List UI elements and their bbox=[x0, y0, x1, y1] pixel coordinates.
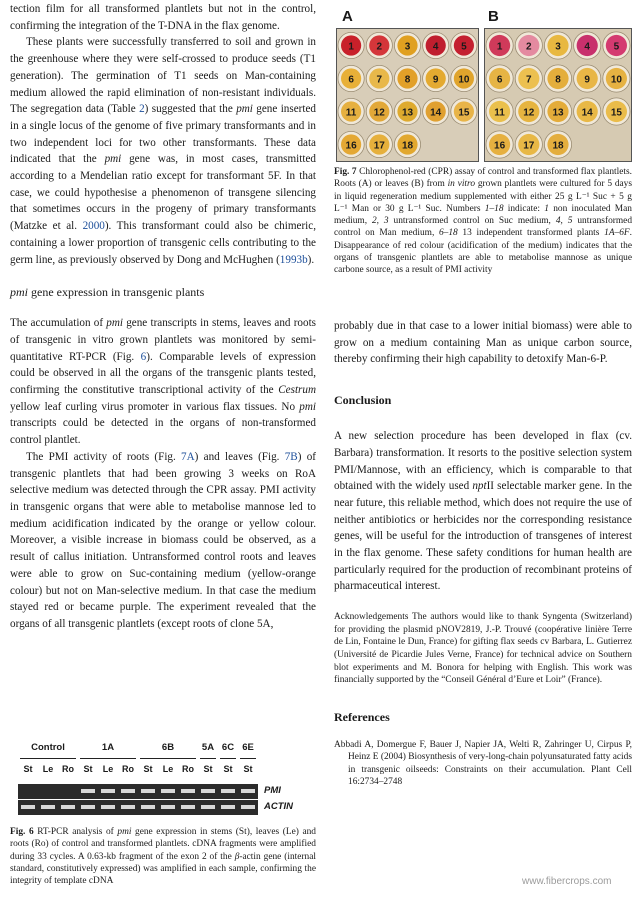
figure-6-caption bbox=[10, 826, 316, 887]
text-run: ) and leaves (Fig. bbox=[194, 450, 285, 463]
reference-item[interactable] bbox=[334, 739, 632, 789]
gel-group-bracket bbox=[240, 758, 256, 759]
italic-term: 1–18 bbox=[484, 203, 504, 214]
gel-band bbox=[61, 805, 75, 809]
gel-group-label: 5A bbox=[201, 742, 215, 753]
gel-band bbox=[101, 805, 115, 809]
gel-lane-label: Ro bbox=[62, 764, 74, 774]
well-number: 16 bbox=[345, 140, 357, 152]
paragraph-text: tection film for all transformed plantlets but not in the control, confirming the integration of the T-DNA in the flax genome. bbox=[10, 3, 316, 32]
text-run: II selectable marker gene. In the near future, this reliable method, which does not require the use of neither antibiotics or herbicides nor the corresponding resistance genes, will be useful for the introduction of transgenes of interest in the flax genome. These safety conditions for human health are particularly required for the production of recombinant proteins of pharmaceutical interest. bbox=[334, 480, 632, 593]
well-number: 5 bbox=[461, 41, 467, 53]
gel-group-label: 6B bbox=[161, 742, 175, 753]
gel-band bbox=[41, 805, 55, 809]
well-number: 10 bbox=[610, 74, 622, 86]
gel-lane-label: St bbox=[203, 764, 213, 774]
gel-band bbox=[181, 805, 195, 809]
gel-band bbox=[161, 789, 175, 793]
gel-lane-label: St bbox=[243, 764, 253, 774]
gel-band bbox=[241, 789, 255, 793]
italic-term: 1A–6F bbox=[604, 228, 630, 239]
well-number: 11 bbox=[494, 107, 505, 119]
well-number: 1 bbox=[348, 41, 354, 53]
gel-lane-label: St bbox=[83, 764, 93, 774]
gel-row-label: ACTIN bbox=[264, 801, 294, 812]
well-number: 3 bbox=[555, 41, 561, 53]
well-number: 2 bbox=[376, 41, 383, 53]
gene-name: npt bbox=[472, 480, 487, 493]
well-number: 16 bbox=[494, 140, 506, 152]
well-number: 9 bbox=[432, 74, 439, 86]
gel-lane-label: St bbox=[223, 764, 233, 774]
gene-name: pmi bbox=[299, 400, 316, 413]
text-run: The accumulation of bbox=[10, 317, 107, 330]
well-number: 18 bbox=[401, 140, 414, 152]
gel-band bbox=[221, 789, 235, 793]
well-number: 8 bbox=[555, 74, 561, 86]
gel-band bbox=[121, 789, 135, 793]
gel-group-bracket bbox=[200, 758, 216, 759]
text-run: ). bbox=[307, 253, 315, 266]
plate-wells-b bbox=[485, 29, 631, 161]
paragraph-conclusion bbox=[334, 428, 632, 595]
left-column bbox=[10, 0, 316, 633]
well-number: 13 bbox=[552, 107, 564, 119]
reference-text: Abbadi A, Domergue F, Bauer J, Napier JA, Welti R, Zahringer U, Cirpus P, Heinz E (2004) Biosynthesis of very-long-chain polyunsaturated fatty acids in transgenic oilseeds: Constraints on their accumulation. Plant Cell 16:2734–2748 bbox=[334, 739, 632, 788]
well-number: 15 bbox=[458, 107, 470, 119]
gel-band bbox=[201, 805, 215, 809]
gel-lane-label: Le bbox=[162, 764, 174, 774]
caption-label: Fig. 7 bbox=[334, 167, 357, 177]
paragraph-pmi-activity bbox=[10, 449, 316, 633]
conclusion-heading: Conclusion bbox=[334, 393, 392, 408]
figure-ref-link[interactable]: 7B bbox=[284, 450, 298, 463]
text-run: grown plantlets were cultured for 5 days in liquid regeneration medium supplemented with either 25 g L⁻¹ Suc + 5 g L⁻¹ Man or 30 g L⁻¹ Suc. Numbers bbox=[334, 179, 632, 214]
section-heading bbox=[10, 284, 316, 300]
well-number: 12 bbox=[373, 107, 385, 119]
figure-ref-link[interactable]: 6 bbox=[140, 350, 147, 363]
gel-band bbox=[241, 805, 255, 809]
text-run: -actin gene (internal standard, constitutively expressed) was amplified in each sample, confirming the integrity of template cDNA bbox=[10, 851, 317, 887]
well-number: 1 bbox=[496, 41, 503, 53]
text-run: transcripts could be detected in the organs of non-transformed control plantlet. bbox=[10, 417, 316, 447]
well-number: 14 bbox=[581, 107, 593, 119]
text-run: The PMI activity of roots (Fig. bbox=[26, 450, 182, 463]
gel-group-bracket bbox=[80, 758, 136, 759]
well-number: 18 bbox=[552, 140, 564, 152]
well-number: 2 bbox=[526, 41, 532, 53]
cpr-plate-roots bbox=[336, 28, 479, 162]
panel-label-b: B bbox=[488, 8, 499, 25]
well-number: 6 bbox=[496, 74, 503, 86]
gene-name: pmi bbox=[106, 317, 123, 330]
text-run: gene inserted in a single locus of the genome of five primary transformants and in two independent loci for two other transformants. These data indicated that the bbox=[10, 103, 316, 166]
text-run: yellow leaf curling virus promoter in various flax tissues. No bbox=[10, 400, 300, 413]
well-number: 3 bbox=[404, 41, 411, 53]
text-run: A new selection procedure has been developed in flax (cv. Barbara) transformation. It resorts to the positive selection system PMI/Mannose, with an efficiency, which is comparable to that obtained with the widely used bbox=[334, 430, 632, 493]
well-number: 17 bbox=[523, 140, 535, 152]
plate-wells-a bbox=[337, 29, 478, 161]
text-run: ). This transformant could also be chimeric, containing a lower proportion of transgenic cells contributing to the germ line, as previously observed by Dong and McHughen ( bbox=[10, 220, 316, 266]
gene-name: pmi bbox=[104, 153, 122, 166]
text-run: These plants were successfully transferred to soil and grown in the greenhouse where they were self-crossed to produce seeds (T1 generation). The germination of T1 seeds on Man-containing medium allowed the rapid elimination of non-resistant individuals. The segregation data (Table bbox=[10, 36, 316, 116]
gel-lane-label: St bbox=[143, 764, 153, 774]
well-number: 5 bbox=[613, 41, 620, 53]
well-number: 13 bbox=[401, 107, 414, 119]
text-run: 13 independent transformed plants bbox=[457, 228, 605, 239]
gene-name: pmi bbox=[236, 103, 253, 116]
paragraph-continuation bbox=[10, 1, 316, 34]
citation-link[interactable]: 1993b bbox=[279, 253, 308, 266]
paragraph-segregation bbox=[10, 34, 316, 268]
paragraph-expression bbox=[10, 315, 316, 449]
gel-lane-label: Ro bbox=[122, 764, 134, 774]
watermark: www.fibercrops.com bbox=[522, 876, 612, 887]
figure-6-gel bbox=[10, 740, 316, 825]
text-run: gene was, in most cases, transmitted according to a Mendelian ratio except for transformant 5F. In that case, we could hypothesise a phenomenon of transgene silencing that sometimes occurs in the progeny of primary transformants (Matzke et al. bbox=[10, 153, 316, 233]
italic-term: 1 bbox=[544, 203, 549, 214]
italic-term: 6–18 bbox=[438, 228, 458, 239]
well-number: 6 bbox=[348, 74, 354, 86]
caption-label: Fig. 6 bbox=[10, 827, 34, 837]
well-number: 10 bbox=[458, 74, 470, 86]
references-heading: References bbox=[334, 709, 390, 724]
gel-row-label: PMI bbox=[264, 785, 281, 796]
text-run: gene transcripts in stems, leaves and roots of transgenic in vitro grown plantlets was monitored by semi-quantitative RT-PCR (Fig. bbox=[10, 317, 317, 363]
well-number: 17 bbox=[373, 140, 385, 152]
gel-lane-label: Ro bbox=[182, 764, 194, 774]
citation-link[interactable]: 2000 bbox=[82, 220, 105, 233]
well-number: 4 bbox=[432, 41, 439, 53]
text-run: gene expression in stems (St), leaves (Le) and roots (Ro) of control and transformed plantlets. cDNA fragments were amplified during 33 cycles. A 0.63-kb fragment of the exon 2 of the bbox=[10, 827, 316, 862]
gel-group-label: 6E bbox=[242, 742, 254, 753]
well-number: 12 bbox=[523, 107, 535, 119]
gel-band bbox=[141, 805, 155, 809]
gel-band bbox=[81, 805, 95, 809]
well-number: 9 bbox=[584, 74, 590, 86]
text-run: ) of transgenic plantlets that had been growing 3 weeks on RoA selective medium was detected through the CPR assay. PMI activity in transgenic organs that were able to metabolise mannose led to medium acidification indicated by the orange or yellow colour. Moreover, a visible increase in biomass could be observed, as a result of callus initiation. Untransformed control roots and leaves were able to grow on Suc-containing medium (yellow-orange colour) but not on Man-selective medium. In that case the medium stayed red or became purple. The experiment revealed that the organs of all transgenic plantlets (except roots of clone 5A, bbox=[10, 450, 316, 630]
ack-text: The authors would like to thank Syngenta (Switzerland) for providing the plasmid pNOV2819, J.-P. Trouvé (coopérative linière Terre de Lin, Fontaine le Dun, France) for gifting flax seeds cv Barbara, L. Gutierrez (Université de Picardie Jules Verne, France) for technical advice on Southern blot experiments and M. Bonora for helping with English. This work was financially supported by the “Conseil Général d’Eure et Loir” (France). bbox=[334, 612, 632, 686]
gel-group-label: Control bbox=[31, 742, 65, 753]
gel-group-bracket bbox=[20, 758, 76, 759]
well-number: 4 bbox=[584, 41, 590, 53]
well-number: 14 bbox=[430, 107, 442, 119]
italic-term: 2, 3 bbox=[371, 216, 389, 227]
well-number: 7 bbox=[526, 74, 532, 86]
text-run: indicate: bbox=[503, 203, 545, 214]
greek-symbol: β bbox=[234, 851, 240, 862]
well-number: 8 bbox=[404, 74, 411, 86]
cpr-plate-leaves bbox=[484, 28, 632, 162]
text-run: non inoculated Man medium, bbox=[334, 203, 632, 227]
italic-term: 4, 5 bbox=[555, 216, 573, 227]
gel-band bbox=[121, 805, 135, 809]
gene-name: pmi bbox=[10, 285, 28, 300]
paragraph-continuation bbox=[334, 318, 632, 368]
figure-7-photos bbox=[334, 6, 632, 162]
gene-name: pmi bbox=[117, 827, 132, 837]
species-name: Cestrum bbox=[278, 384, 316, 397]
gel-band bbox=[181, 789, 195, 793]
text-run: Chlorophenol-red (CPR) assay of control and transformed flax plantlets. Roots (A) or leaves (B) from bbox=[334, 167, 632, 190]
gel-band bbox=[101, 789, 115, 793]
text-run: untransformed control on Suc medium, bbox=[388, 216, 556, 227]
acknowledgements bbox=[334, 611, 632, 687]
gel-band bbox=[21, 805, 35, 809]
figure-7-caption bbox=[334, 166, 632, 277]
right-column bbox=[334, 318, 632, 789]
gel-lane-label: Le bbox=[42, 764, 54, 774]
well-number: 11 bbox=[345, 107, 357, 119]
gel-band bbox=[221, 805, 235, 809]
gel-lane-label: St bbox=[23, 764, 33, 774]
gel-band bbox=[161, 805, 175, 809]
gel-group-bracket bbox=[140, 758, 196, 759]
ack-label: Acknowledgements bbox=[334, 612, 409, 623]
paragraph-text: probably due in that case to a lower initial biomass) were able to grow on a medium containing Man as unique carbon source, thereby confirming their high capability to detoxify Man-6-P. bbox=[334, 320, 632, 366]
table-ref-link[interactable]: 2 bbox=[139, 103, 145, 116]
gel-band bbox=[201, 789, 215, 793]
figure-ref-link[interactable]: 7A bbox=[181, 450, 195, 463]
heading-text: gene expression in transgenic plants bbox=[28, 285, 205, 300]
gel-band bbox=[81, 789, 95, 793]
text-run: . Disappearance of red colour (acidification of the medium) indicates that the organs of transgenic plantlets are able to metabolise mannose as unique carbone source, as a result of PMI activity bbox=[334, 228, 632, 276]
text-run: ). Comparable levels of expression could be observed in all the organs of the transgenic plants tested, confirming the constitutive transcriptional activity of the bbox=[10, 350, 316, 397]
gel-group-label: 6C bbox=[221, 742, 235, 753]
well-number: 15 bbox=[610, 107, 622, 119]
text-run: untransformed control on Man medium, bbox=[334, 216, 633, 239]
text-run: ) suggested that the bbox=[144, 103, 237, 116]
italic-term: in vitro bbox=[447, 179, 476, 190]
text-run: RT-PCR analysis of bbox=[33, 827, 118, 837]
gel-band bbox=[141, 789, 155, 793]
gel-lane-label: Le bbox=[102, 764, 114, 774]
gel-group-label: 1A bbox=[101, 742, 115, 753]
gel-group-bracket bbox=[220, 758, 236, 759]
panel-label-a: A bbox=[342, 8, 353, 25]
well-number: 7 bbox=[376, 74, 383, 86]
